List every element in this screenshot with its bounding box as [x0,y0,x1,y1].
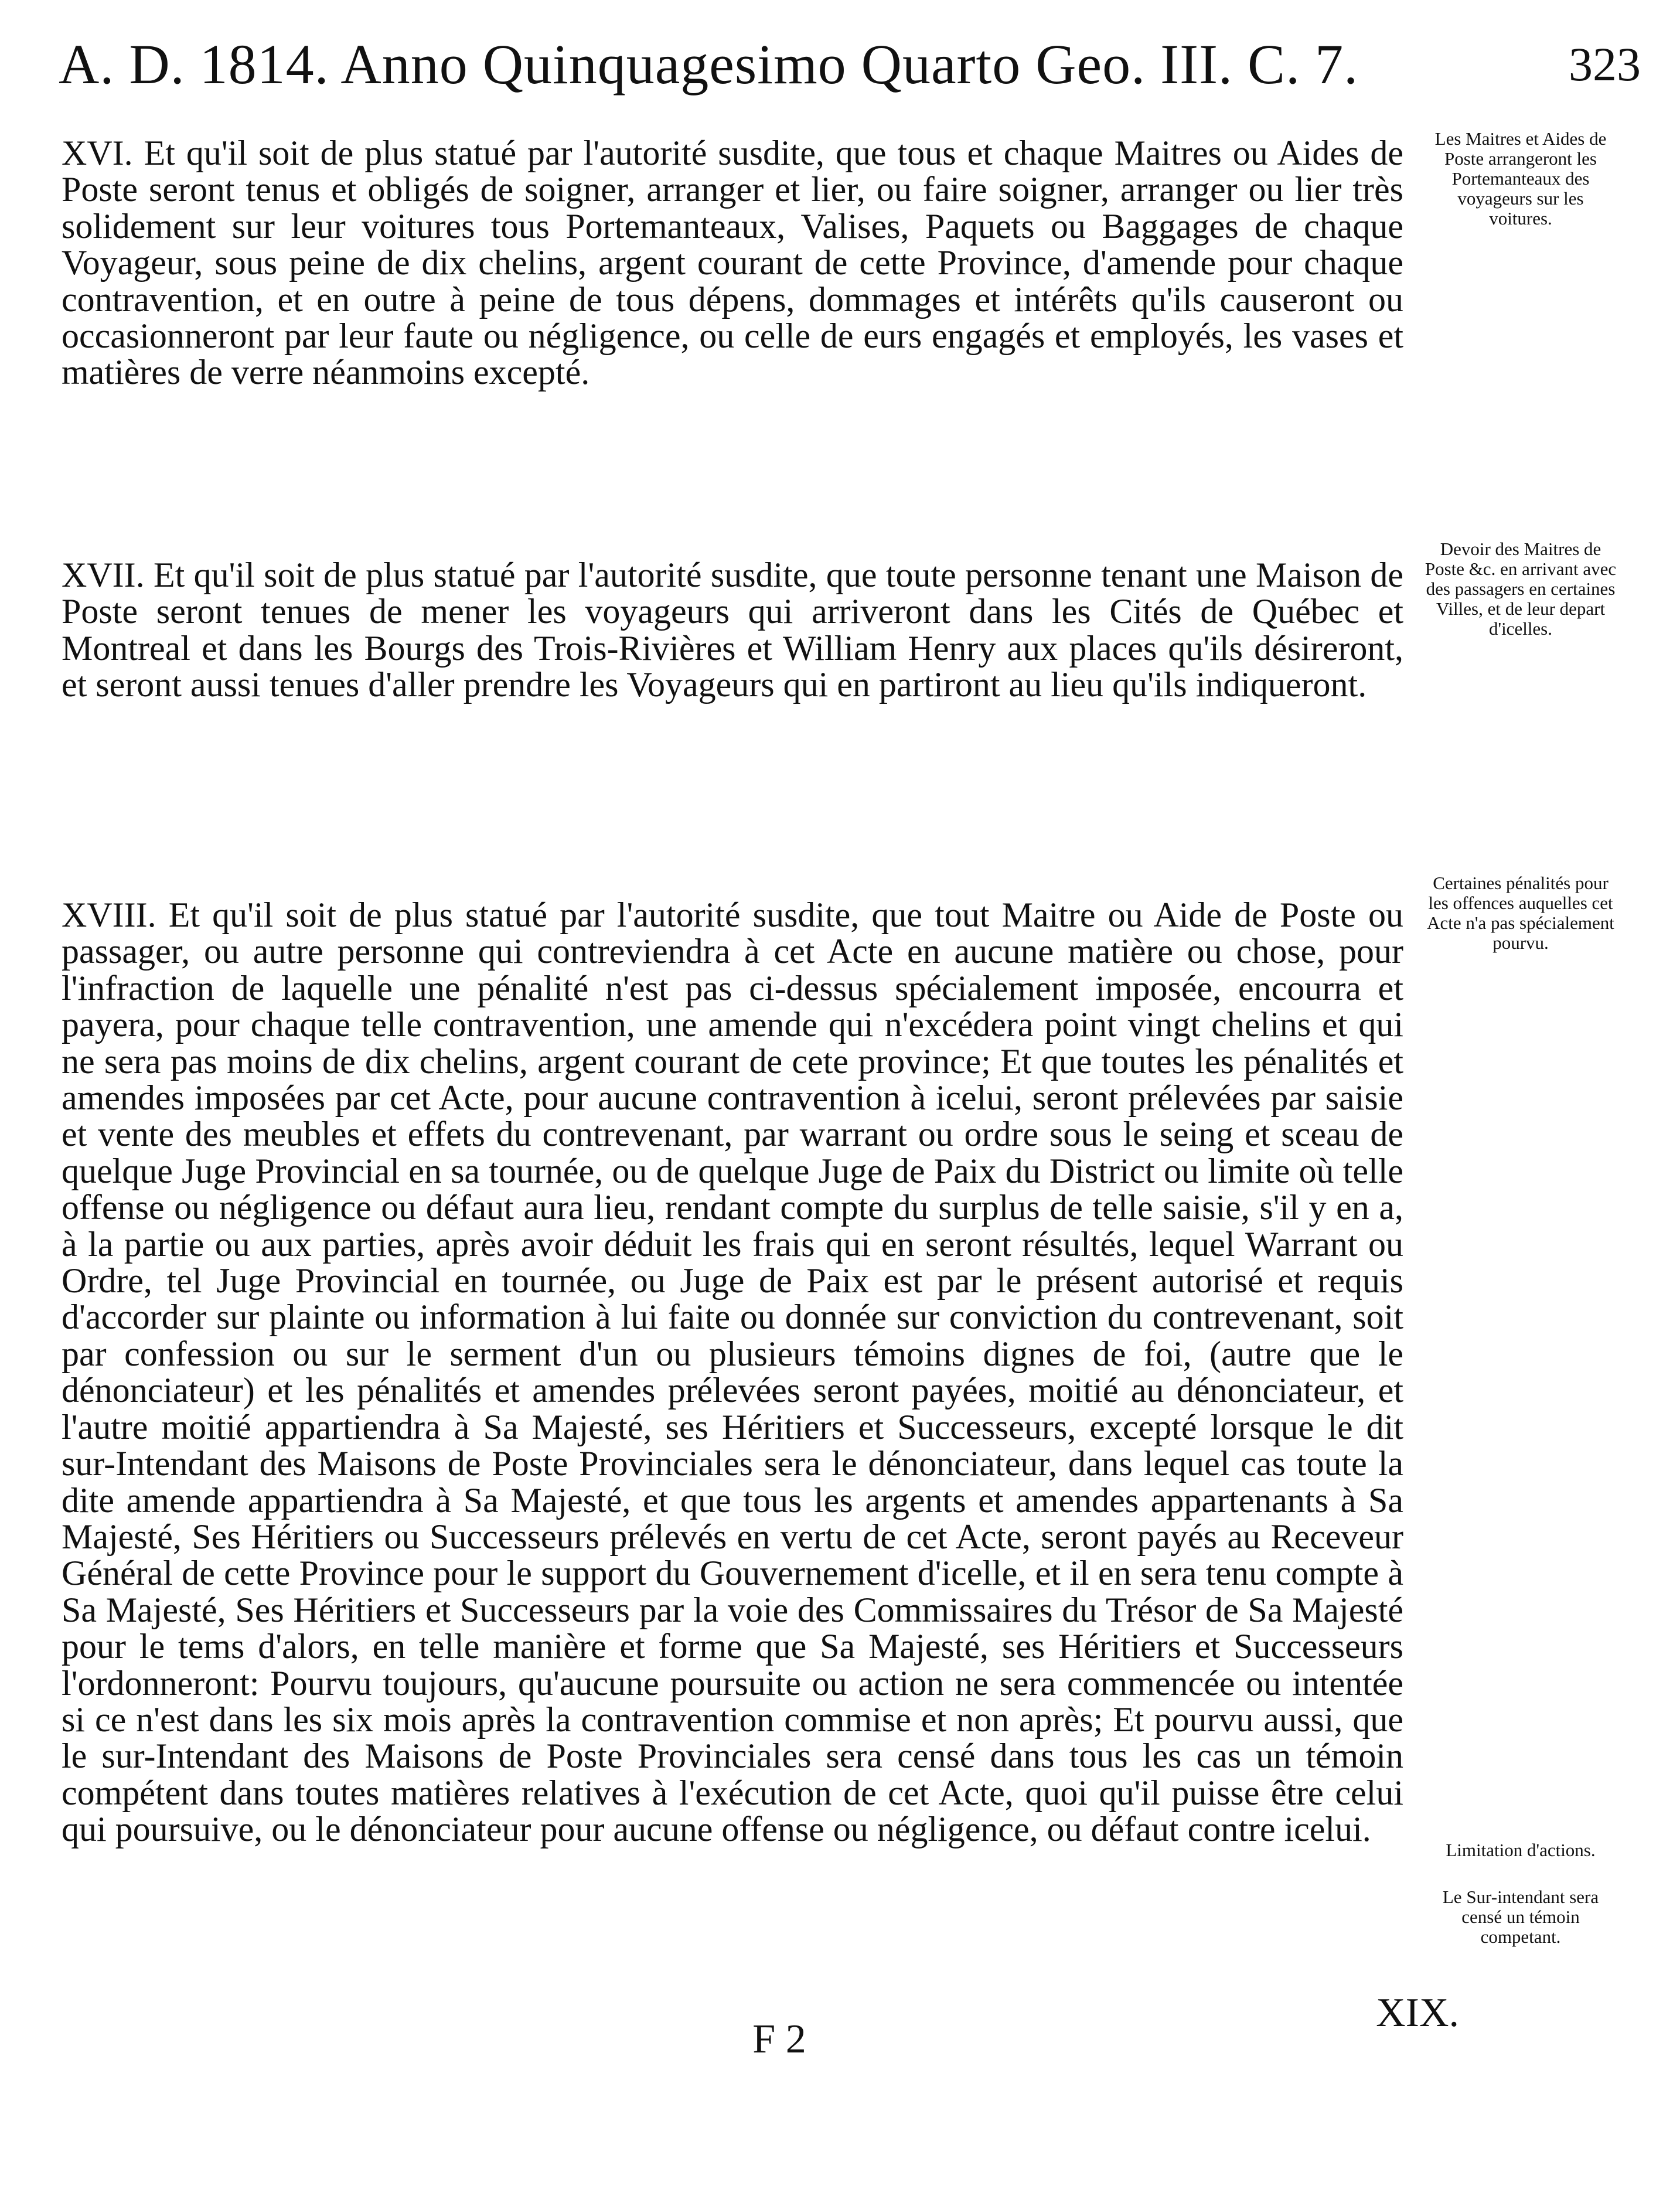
page-number: 323 [1569,38,1641,91]
section-xviii: XVIII. Et qu'il soit de plus statué par l'autorité susdite, que tout Maitre ou Aide de Poste ou passager, ou autre personne qui contreviendra à cet Acte en aucune matière ou chose, pour l'infraction de laquelle une pénalité n'est pas ci-dessus spécialement imposée, encourra et payera, pour chaque telle contravention, une amende qui n'excédera point vingt chelins et qui ne sera pas moins de dix chelins, argent courant de cete province; Et que toutes les pénalités et amendes imposées par cet Acte, pour aucune contravention à icelui, seront prélevées par saisie et vente des meubles et effets du contrevenant, par warrant ou ordre sous le seing et sceau de quelque Juge Provincial en sa tournée, ou de quelque Juge de Paix du District ou limite où telle offense ou négligence ou défaut aura lieu, rendant compte du surplus de telle saisie, s'il y en a, à la partie ou aux parties, après avoir déduit les frais qui en seront résultés, lequel Warrant ou Ordre, tel Juge Provincial en tournée, ou Juge de Paix est par le présent autorisé et requis d'accorder sur plainte ou information à lui faite ou donnée sur conviction du contrevenant, soit par confession ou sur le serment d'un ou plusieurs témoins dignes de foi, (autre que le dénonciateur) et les pénalités et amendes prélevées seront payées, moitié au dénonciateur, et l'autre moitié appartiendra à Sa Majesté, ses Héritiers et Successeurs, excepté lorsque le dit sur-Intendant des Maisons de Poste Provinciales sera le dénonciateur, dans lequel cas toute la dite amende appartiendra à Sa Majesté, et que tous les argents et amendes appartenants à Sa Majesté, Ses Héritiers ou Successeurs prélevés en vertu de cet Acte, seront payés au Receveur Général de cette Province pour le support du Gouvernement d'icelle, et il en sera tenu compte à Sa Majesté, Ses Héritiers et Successeurs par la voie des Commissaires du Trésor de Sa Majesté pour le tems d'alors, en telle manière et forme que Sa Majesté, ses Héritiers et Successeurs l'ordonneront: Pourvu toujours, qu'aucune poursuite ou action ne sera commencée ou intentée si ce n'est dans les six mois après la contravention commise et non après; Et pourvu aussi, que le sur-Intendant des Maisons de Poste Provinciales sera censé dans tous les cas un témoin compétent dans toutes matières relatives à l'exécution de cet Acte, quoi qu'il puisse être celui qui poursuive, ou le dénonciateur pour aucune offense ou négligence, ou défaut contre icelui. [62,896,1403,1849]
margin-note-limitation: Limitation d'actions. [1446,1840,1596,1860]
running-header: A. D. 1814. Anno Quinquagesimo Quarto Geo. III. C. 7. [59,33,1359,96]
catchword: XIX. [1376,1990,1459,2035]
margin-note-xvii: Devoir des Maitres de Poste &c. en arrivant avec des passagers en certaines Villes, et de leur depart d'icelles. [1425,539,1617,639]
signature-mark: F 2 [752,2017,806,2062]
margin-note-xvi: Les Maitres et Aides de Poste arrangeront les Portemanteaux des voyageurs sur les voitures. [1434,128,1607,229]
section-xvi: XVI. Et qu'il soit de plus statué par l'autorité susdite, que tous et chaque Maitres ou Aides de Poste seront tenus et obligés de soigner, arranger et lier, ou faire soigner, arranger ou lier très solidement sur leur voitures tous Portemanteaux, Valises, Paquets ou Baggages de chaque Voyageur, sous peine de dix chelins, argent courant de cette Province, d'amende pour chaque contravention, et en outre à peine de tous dépens, dommages et intérêts qu'ils causeront ou occasionneront par leur faute ou négligence, ou celle de eurs engagés et employés, les vases et matières de verre néanmoins excepté. [62,134,1403,392]
margin-note-xviii: Certaines pénalités pour les offences auquelles cet Acte n'a pas spécialement pourvu. [1427,873,1614,953]
section-xvii: XVII. Et qu'il soit de plus statué par l'autorité susdite, que toute personne tenant une Maison de Poste seront tenues de mener les voyageurs qui arriveront dans les Cités de Québec et Montreal et dans les Bourgs des Trois-Rivières et William Henry aux places qu'ils désireront, et seront aussi tenues d'aller prendre les Voyageurs qui en partiront au lieu qu'ils indiqueront. [62,556,1403,704]
margin-note-surintendant: Le Sur-intendant sera censé un témoin competant. [1442,1887,1599,1947]
